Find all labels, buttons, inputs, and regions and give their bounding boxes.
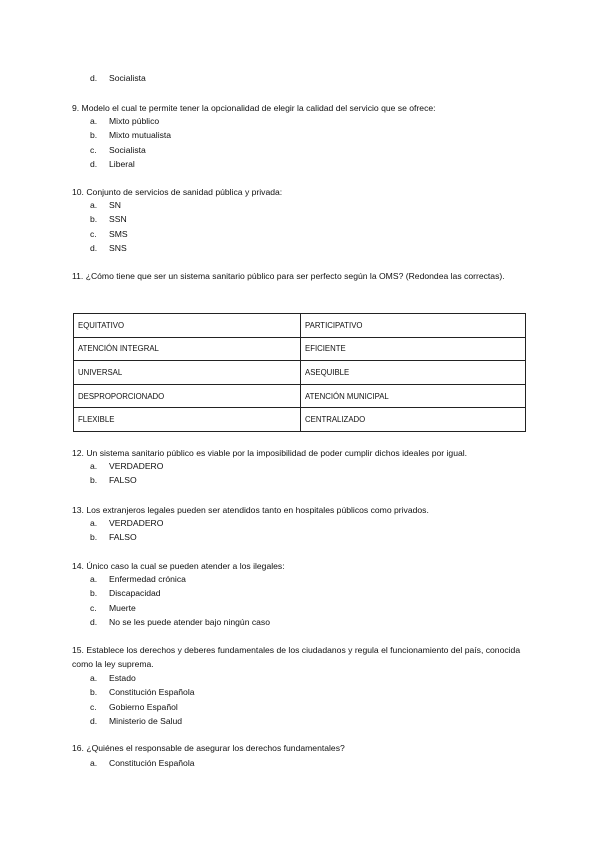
table-cell: ATENCIÓN INTEGRAL <box>74 337 301 361</box>
option-a: a. VERDADERO <box>90 518 164 528</box>
option-b: b. Discapacidad <box>90 588 161 599</box>
option-d: d. Socialista <box>90 73 146 83</box>
table-row <box>74 408 526 432</box>
question-10: 10. Conjunto de servicios de sanidad pública y privada: <box>72 187 283 197</box>
q15-options <box>90 671 510 728</box>
option-a: a. Estado <box>90 673 136 683</box>
option-b: b. Constitución Española <box>90 687 195 698</box>
table-cell: ASEQUIBLE <box>301 361 526 385</box>
oms-characteristics-table <box>73 313 526 432</box>
option-a: a. Mixto público <box>90 116 160 126</box>
table-row <box>74 337 526 361</box>
table-cell: FLEXIBLE <box>74 408 301 432</box>
q14-options <box>90 572 510 629</box>
option-a: a. SN <box>90 200 121 210</box>
q8-options <box>90 71 510 85</box>
question-9: 9. Modelo el cual te permite tener la opcionalidad de elegir la calidad del servicio que se ofrece: <box>72 103 436 113</box>
q16-options <box>90 756 510 770</box>
option-c: c. Muerte <box>90 602 136 613</box>
table-row <box>74 361 526 385</box>
option-c: c. Socialista <box>90 144 146 155</box>
option-d: d. No se les puede atender bajo ningún caso <box>90 616 271 627</box>
option-d: d. Liberal <box>90 158 135 169</box>
table-cell: DESPROPORCIONADO <box>74 384 301 408</box>
q13-options <box>90 516 510 545</box>
table-row <box>74 314 526 338</box>
table-cell: EQUITATIVO <box>74 314 301 338</box>
option-b: b. Mixto mutualista <box>90 130 172 141</box>
option-d: d. Ministerio de Salud <box>90 715 183 726</box>
q12-options <box>90 459 510 488</box>
table-cell: EFICIENTE <box>301 337 526 361</box>
option-c: c. SMS <box>90 228 128 239</box>
question-11: 11. ¿Cómo tiene que ser un sistema sanitario público para ser perfecto según la OMS? (Redondea las correctas). <box>72 271 505 281</box>
option-a: a. Constitución Española <box>90 758 195 768</box>
q9-options <box>90 114 510 171</box>
question-15: 15. Establece los derechos y deberes fundamentales de los ciudadanos y regula el funcionamiento del país, conocida como la ley suprema. <box>72 645 521 669</box>
question-12: 12. Un sistema sanitario público es viable por la imposibilidad de poder cumplir dichos ideales por igual. <box>72 448 468 458</box>
question-13: 13. Los extranjeros legales pueden ser atendidos tanto en hospitales públicos como privados. <box>72 505 429 515</box>
option-c: c. Gobierno Español <box>90 701 178 712</box>
option-b: b. FALSO <box>90 475 137 486</box>
table-cell: CENTRALIZADO <box>301 408 526 432</box>
option-a: a. Enfermedad crónica <box>90 574 186 584</box>
table-cell: PARTICIPATIVO <box>301 314 526 338</box>
q10-options <box>90 198 510 255</box>
option-d: d. SNS <box>90 242 127 253</box>
table-cell: ATENCIÓN MUNICIPAL <box>301 384 526 408</box>
question-16: 16. ¿Quiénes el responsable de asegurar los derechos fundamentales? <box>72 743 345 753</box>
option-a: a. VERDADERO <box>90 461 164 471</box>
table-cell: UNIVERSAL <box>74 361 301 385</box>
option-b: b. FALSO <box>90 532 137 543</box>
table-row <box>74 384 526 408</box>
question-14: 14. Único caso la cual se pueden atender a los ilegales: <box>72 561 285 571</box>
option-b: b. SSN <box>90 214 127 225</box>
